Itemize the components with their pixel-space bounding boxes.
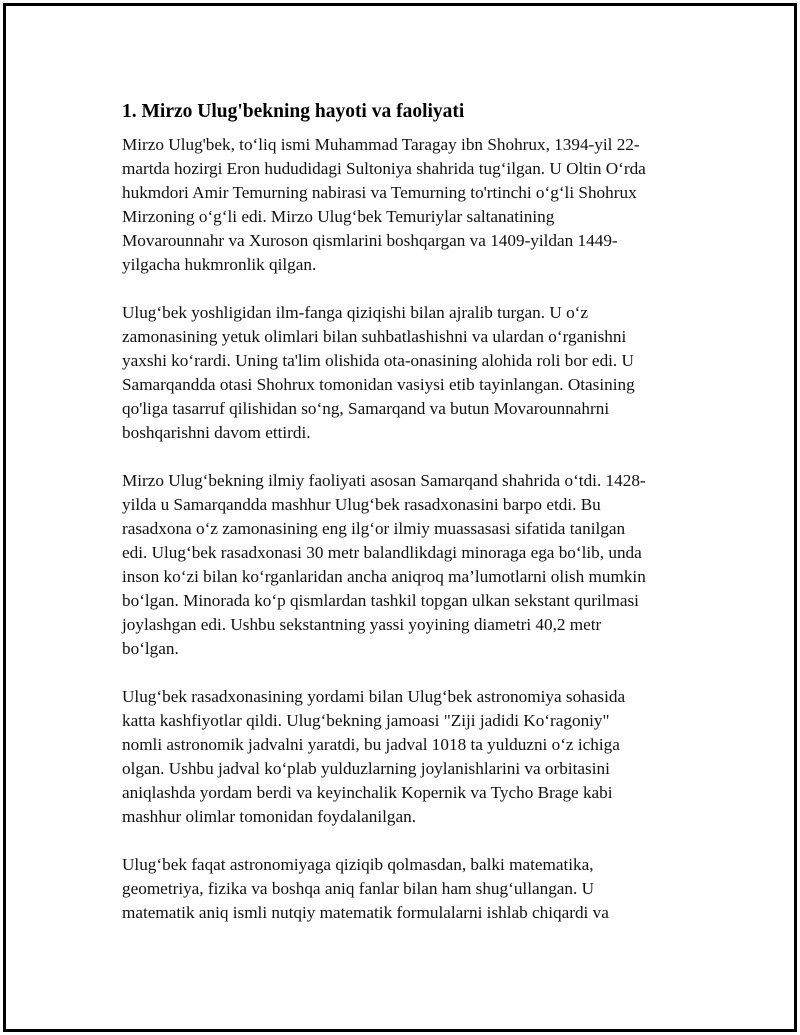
document-body xyxy=(122,99,702,949)
section-heading: 1. Mirzo Ulug'bekning hayoti va faoliyati xyxy=(122,101,465,122)
paragraph-4: Ulug‘bek rasadxonasining yordami bilan Ulug‘bek astronomiya sohasida katta kashfiyotlar qildi. Ulug‘bekning jamoasi "Ziji jadidi Ko‘ragoniy" nomli astronomik jadvalni yaratdi, bu jadval 1018 ta yulduzni o‘z ichiga olgan. Ushbu jadval ko‘plab yulduzlarning joylanishlarini va orbitasini aniqlashda yordam berdi va keyinchalik Kopernik va Tycho Brage kabi mashhur olimlar tomonidan foydalanilgan. xyxy=(122,687,626,826)
paragraph-1: Mirzo Ulug'bek, to‘liq ismi Muhammad Taragay ibn Shohrux, 1394-yil 22- martda hozirgi Eron hududidagi Sultoniya shahrida tug‘ilgan. U Oltin O‘rda hukmdori Amir Temurning nabirasi va Temurning to'rtinchi o‘g‘li Shohrux Mirzoning o‘g‘li edi. Mirzo Ulug‘bek Temuriylar saltanatining Movarounnahr va Xuroson qismlarini boshqargan va 1409-yildan 1449- yilgacha hukmronlik qilgan. xyxy=(122,135,646,274)
paragraph-2: Ulug‘bek yoshligidan ilm-fanga qiziqishi bilan ajralib turgan. U o‘z zamonasining yetuk olimlari bilan suhbatlashishni va ulardan o‘rganishni yaxshi ko‘rardi. Uning ta'lim olishida ota-onasining alohida roli bor edi. U Samarqandda otasi Shohrux tomonidan vasiysi etib tayinlangan. Otasining qo'liga tasarruf qilishidan so‘ng, Samarqand va butun Movarounnahrni boshqarishni davom ettirdi. xyxy=(122,303,635,442)
paragraph-3: Mirzo Ulug‘bekning ilmiy faoliyati asosan Samarqand shahrida o‘tdi. 1428- yilda u Samarqandda mashhur Ulug‘bek rasadxonasini barpo etdi. Bu rasadxona o‘z zamonasining eng ilg‘or ilmiy muassasasi sifatida tanilgan edi. Ulug‘bek rasadxonasi 30 metr balandlikdagi minoraga ega bo‘lib, unda inson ko‘zi bilan ko‘rganlaridan ancha aniqroq ma’lumotlarni olish mumkin bo‘lgan. Minorada ko‘p qismlardan tashkil topgan ulkan sekstant qurilmasi joylashgan edi. Ushbu sekstantning yassi yoyining diametri 40,2 metr bo‘lgan. xyxy=(122,471,646,658)
page-frame xyxy=(3,3,797,1032)
paragraph-5: Ulug‘bek faqat astronomiyaga qiziqib qolmasdan, balki matematika, geometriya, fizika va boshqa aniq fanlar bilan ham shug‘ullangan. U matematik aniq ismli nutqiy matematik formulalarni ishlab chiqardi va xyxy=(122,855,609,922)
